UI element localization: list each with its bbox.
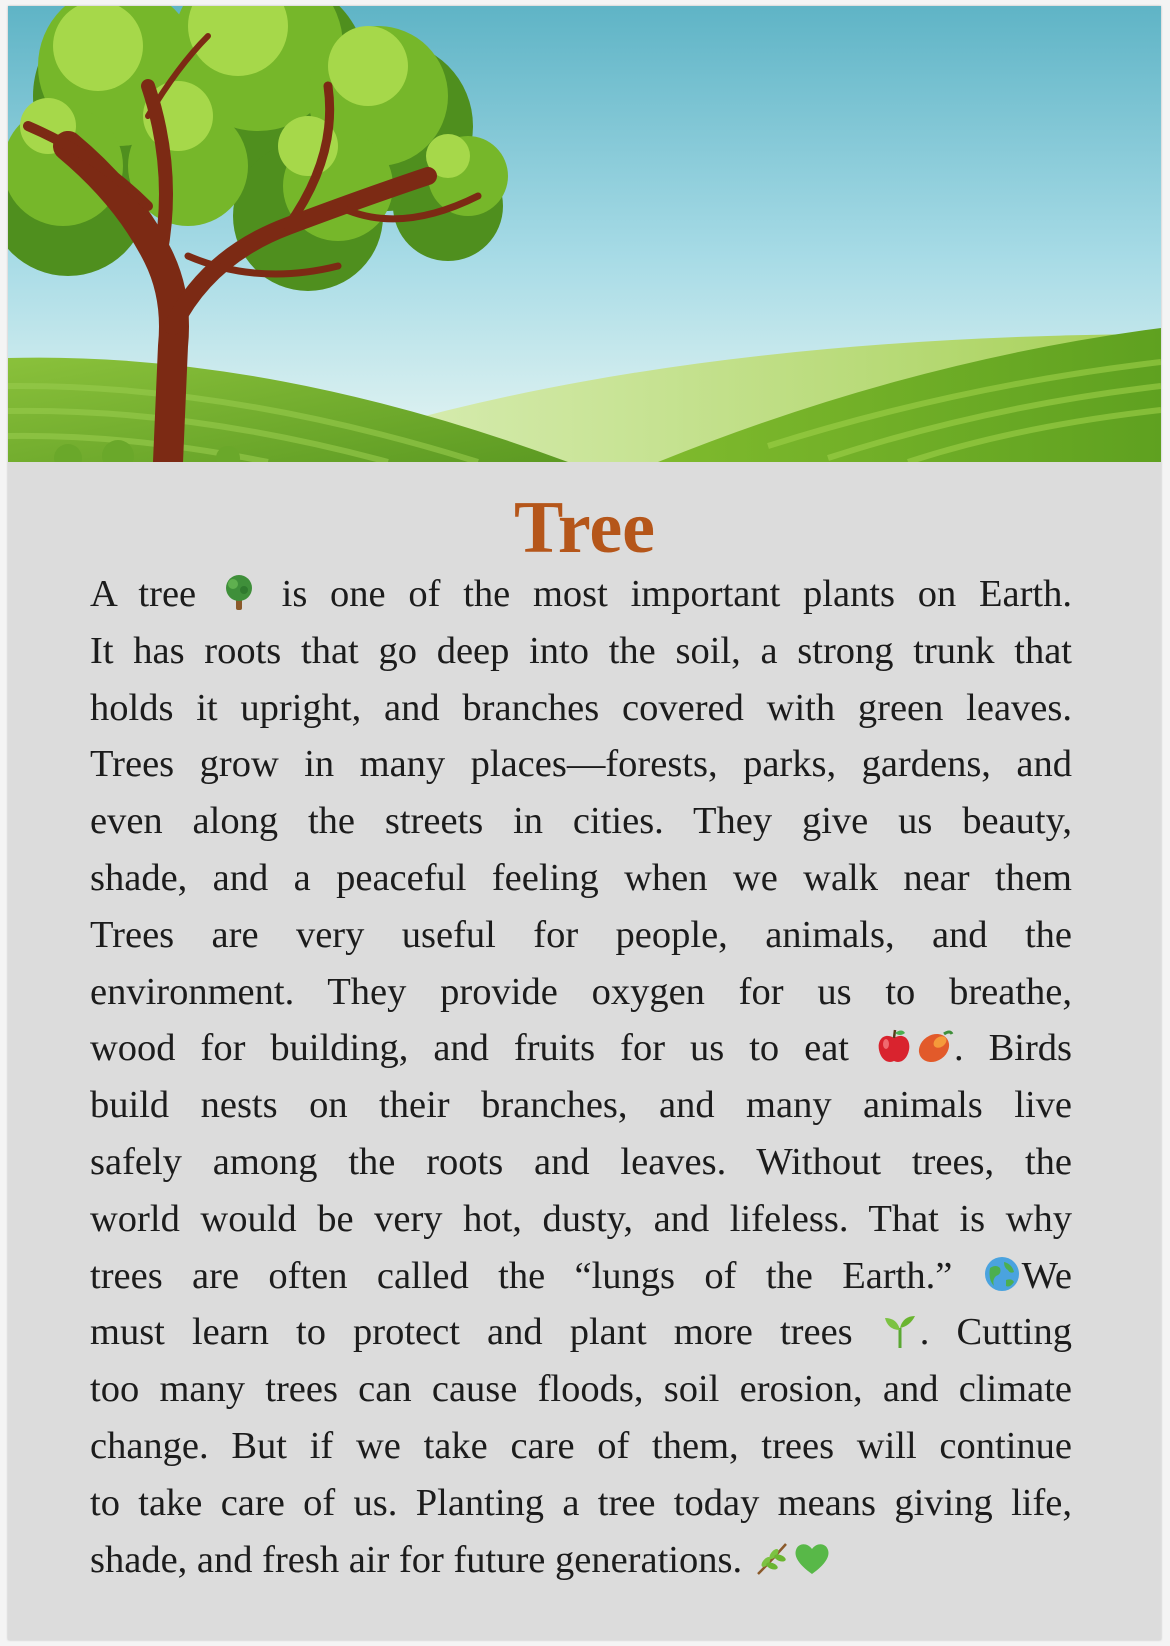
tree-icon bbox=[219, 572, 259, 612]
text-line: shade, and fresh air for future generations. bbox=[90, 1532, 1072, 1589]
green-heart-icon bbox=[792, 1538, 832, 1578]
text-line: shade, and a peaceful feeling when we walk near them bbox=[90, 856, 1072, 899]
text-line: environment. They provide oxygen for us to breathe, bbox=[90, 970, 1072, 1013]
text-line: trees are often called the “lungs of the Earth.” We bbox=[90, 1254, 1072, 1297]
page-card bbox=[8, 6, 1161, 1640]
text-line: must learn to protect and plant more trees . Cutting bbox=[90, 1311, 1072, 1354]
text-line: even along the streets in cities. They give us beauty, bbox=[90, 800, 1072, 843]
text-line: wood for building, and fruits for us to eat . Birds bbox=[90, 1027, 1072, 1070]
text-line: too many trees can cause floods, soil erosion, and climate bbox=[90, 1368, 1072, 1411]
herb-icon bbox=[752, 1538, 792, 1578]
mango-icon bbox=[914, 1026, 954, 1066]
text-line: change. But if we take care of them, trees will continue bbox=[90, 1424, 1072, 1467]
page-title: Tree bbox=[513, 487, 656, 569]
apple-icon bbox=[874, 1026, 914, 1066]
text-line: Trees are very useful for people, animals, and the bbox=[90, 913, 1072, 956]
tree-landscape-illustration bbox=[8, 6, 1161, 462]
text-line: Trees grow in many places—forests, parks, gardens, and bbox=[90, 743, 1072, 786]
text-line: world would be very hot, dusty, and lifeless. That is why bbox=[90, 1197, 1072, 1240]
text-line: build nests on their branches, and many animals live bbox=[90, 1084, 1072, 1127]
text-line: to take care of us. Planting a tree today means giving life, bbox=[90, 1481, 1072, 1524]
text-line: It has roots that go deep into the soil, a strong trunk that bbox=[90, 629, 1072, 672]
seedling-icon bbox=[880, 1310, 920, 1350]
text-line: safely among the roots and leaves. Without trees, the bbox=[90, 1140, 1072, 1183]
text-line: A tree is one of the most important plants on Earth. bbox=[90, 573, 1073, 615]
text-line: holds it upright, and branches covered with green leaves. bbox=[90, 686, 1072, 729]
globe-icon bbox=[982, 1254, 1022, 1294]
article-paragraph bbox=[90, 566, 1072, 1588]
